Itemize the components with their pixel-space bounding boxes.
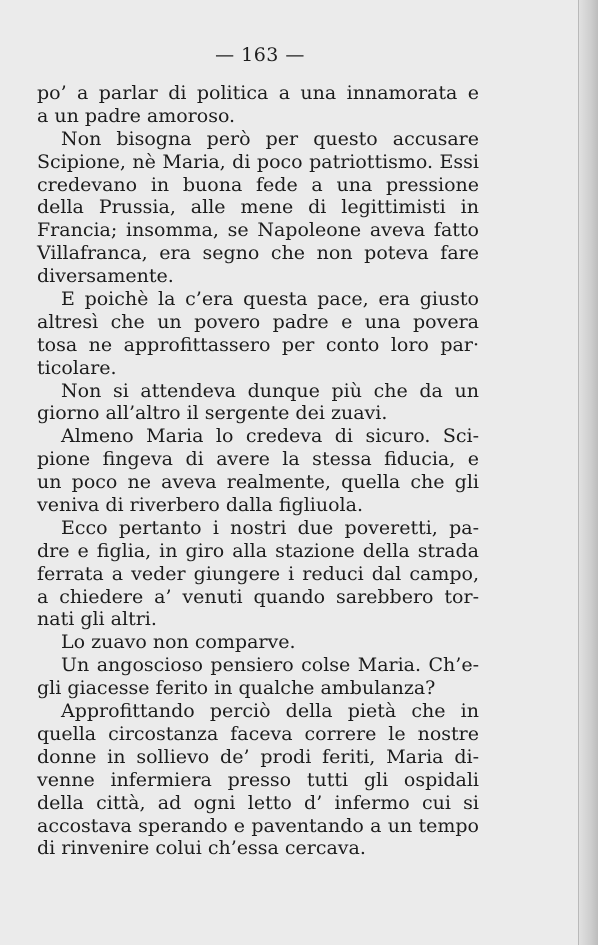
text-line: della città, ad ogni letto d’ infermo cui si	[37, 791, 479, 814]
text-line: ferrata a veder giungere i reduci dal campo,	[37, 562, 479, 585]
text-line: donne in sollievo de’ prodi feriti, Maria di-	[37, 745, 479, 768]
text-line: Non si attendeva dunque più che da un	[61, 379, 479, 402]
text-line: a chiedere a’ venuti quando sarebbero tor-	[37, 585, 479, 608]
text-line: altresì che un povero padre e una povera	[37, 310, 479, 333]
text-line: quella circostanza faceva correre le nostre	[37, 722, 479, 745]
text-line: venne infermiera presso tutti gli ospidali	[37, 768, 479, 791]
text-line: Approfittando perciò della pietà che in	[61, 700, 479, 723]
text-line: pione fingeva di avere la stessa fiducia, e	[37, 448, 479, 471]
text-line: a un padre amoroso.	[37, 104, 236, 127]
text-line: Scipione, nè Maria, di poco patriottismo. Essi	[37, 150, 479, 173]
page-edge-line	[578, 0, 579, 945]
text-line: Villafranca, era segno che non poteva fare	[37, 242, 479, 265]
text-line: accostava sperando e paventando a un tempo	[37, 814, 479, 837]
body-text	[37, 82, 479, 860]
text-line: veniva di riverbero dalla figliuola.	[37, 494, 363, 517]
text-line: Un angoscioso pensiero colse Maria. Ch’e-	[61, 654, 479, 677]
page-edge	[578, 0, 598, 945]
text-line: giorno all’altro il sergente dei zuavi.	[37, 402, 388, 425]
text-line: tosa ne approfittassero per conto loro par·	[37, 333, 479, 356]
text-line: della Prussia, alle mene di legittimisti in	[37, 196, 479, 219]
text-line: Non bisogna però per questo accusare	[61, 127, 479, 150]
text-line: Francia; insomma, se Napoleone aveva fatto	[37, 219, 479, 242]
text-line: dre e figlia, in giro alla stazione della strada	[37, 539, 479, 562]
text-line: po’ a parlar di politica a una innamorata e	[37, 82, 479, 104]
text-line: nati gli altri.	[37, 608, 157, 631]
text-line: Ecco pertanto i nostri due poveretti, pa-	[61, 516, 479, 539]
text-line: gli giacesse ferito in qualche ambulanza?	[37, 677, 436, 700]
text-line: di rinvenire colui ch’essa cercava.	[37, 837, 366, 860]
text-line: Lo zuavo non comparve.	[61, 631, 296, 654]
text-line: ticolare.	[37, 356, 117, 379]
text-line: credevano in buona fede a una pressione	[37, 173, 479, 196]
text-line: Almeno Maria lo credeva di sicuro. Sci-	[61, 425, 479, 448]
page-number: — 163 —	[215, 44, 305, 66]
text-line: un poco ne aveva realmente, quella che gli	[37, 471, 479, 494]
text-line: diversamente.	[37, 265, 174, 288]
text-line: E poichè la c’era questa pace, era giusto	[61, 288, 479, 311]
